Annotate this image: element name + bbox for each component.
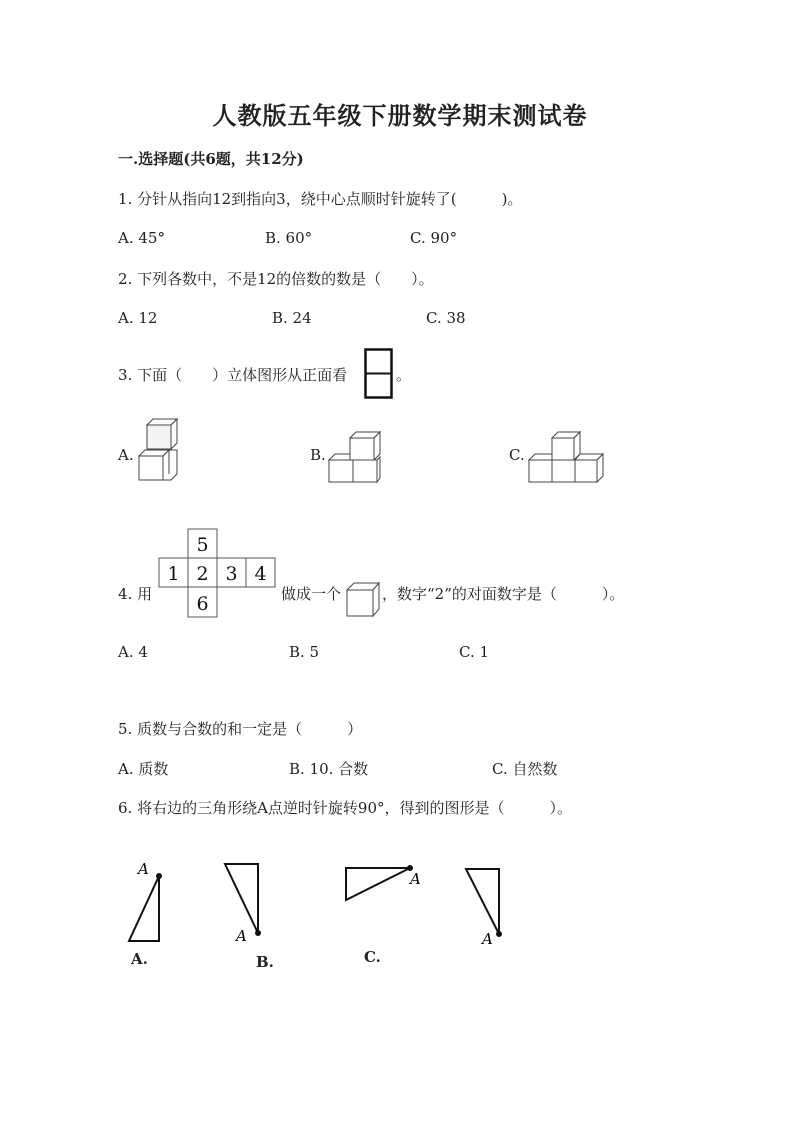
question-5-option-b[interactable]: B. 10. 合数: [289, 760, 369, 778]
question-5-text: 5. 质数与合数的和一定是（ ）: [118, 720, 363, 738]
question-1-option-a[interactable]: A. 45°: [118, 229, 165, 247]
question-1-option-c[interactable]: C. 90°: [410, 229, 458, 247]
question-4-option-a[interactable]: A. 4: [118, 643, 148, 661]
question-3-option-a[interactable]: A.: [118, 446, 134, 464]
cube-stack-a-figure[interactable]: [138, 422, 180, 482]
cube-stack-b-figure[interactable]: [328, 430, 382, 484]
question-6-option-b[interactable]: B.: [256, 953, 274, 971]
point-a-label-1: A: [138, 860, 149, 878]
net-number-3: 3: [225, 563, 238, 585]
point-a-label-4: A: [482, 930, 493, 948]
net-number-2: 2: [196, 563, 209, 585]
triangle-option-b-figure[interactable]: [222, 860, 272, 950]
section-heading: 一.选择题(共6题，共12分): [118, 150, 304, 168]
question-4-text-mid: 做成一个: [281, 585, 342, 603]
single-cube-figure: [346, 582, 380, 618]
question-5-option-a[interactable]: A. 质数: [118, 760, 169, 778]
question-2-text: 2. 下列各数中，不是12的倍数的数是（ ）。: [118, 270, 434, 288]
point-a-label-3: A: [410, 870, 421, 888]
question-4-text-start: 4. 用: [118, 585, 153, 603]
question-1-option-b[interactable]: B. 60°: [265, 229, 313, 247]
original-triangle-figure: [462, 864, 512, 954]
page-title: 人教版五年级下册数学期末测试卷: [212, 101, 588, 130]
question-2-option-a[interactable]: A. 12: [118, 309, 158, 327]
question-6-text: 6. 将右边的三角形绕A点逆时针旋转90°，得到的图形是（ ）。: [118, 799, 573, 817]
question-2-option-c[interactable]: C. 38: [426, 309, 466, 327]
front-view-figure: [364, 348, 394, 400]
question-5-option-c[interactable]: C. 自然数: [492, 760, 558, 778]
question-3-text: 3. 下面（ ）立体图形从正面看: [118, 366, 348, 384]
question-6-option-a[interactable]: A.: [131, 950, 148, 968]
question-3-option-c[interactable]: C.: [509, 446, 525, 464]
cube-net-figure: [158, 528, 276, 620]
triangle-option-a-figure[interactable]: [124, 858, 174, 948]
net-number-1: 1: [167, 563, 180, 585]
net-number-6: 6: [196, 593, 209, 615]
triangle-option-c-figure[interactable]: [342, 860, 432, 910]
question-4-option-b[interactable]: B. 5: [289, 643, 320, 661]
point-a-label-2: A: [236, 927, 247, 945]
net-number-5: 5: [196, 534, 209, 556]
question-1-text: 1. 分针从指向12到指向3，绕中心点顺时针旋转了( )。: [118, 190, 523, 208]
question-3-option-b[interactable]: B.: [310, 446, 326, 464]
question-3-text-end: 。: [396, 366, 412, 384]
question-4-option-c[interactable]: C. 1: [459, 643, 490, 661]
question-4-text-end: ，数字“2”的对面数字是（ ）。: [382, 585, 625, 603]
cube-stack-c-figure[interactable]: [528, 430, 604, 484]
net-number-4: 4: [254, 563, 267, 585]
question-2-option-b[interactable]: B. 24: [272, 309, 312, 327]
question-6-option-c[interactable]: C.: [364, 948, 381, 966]
